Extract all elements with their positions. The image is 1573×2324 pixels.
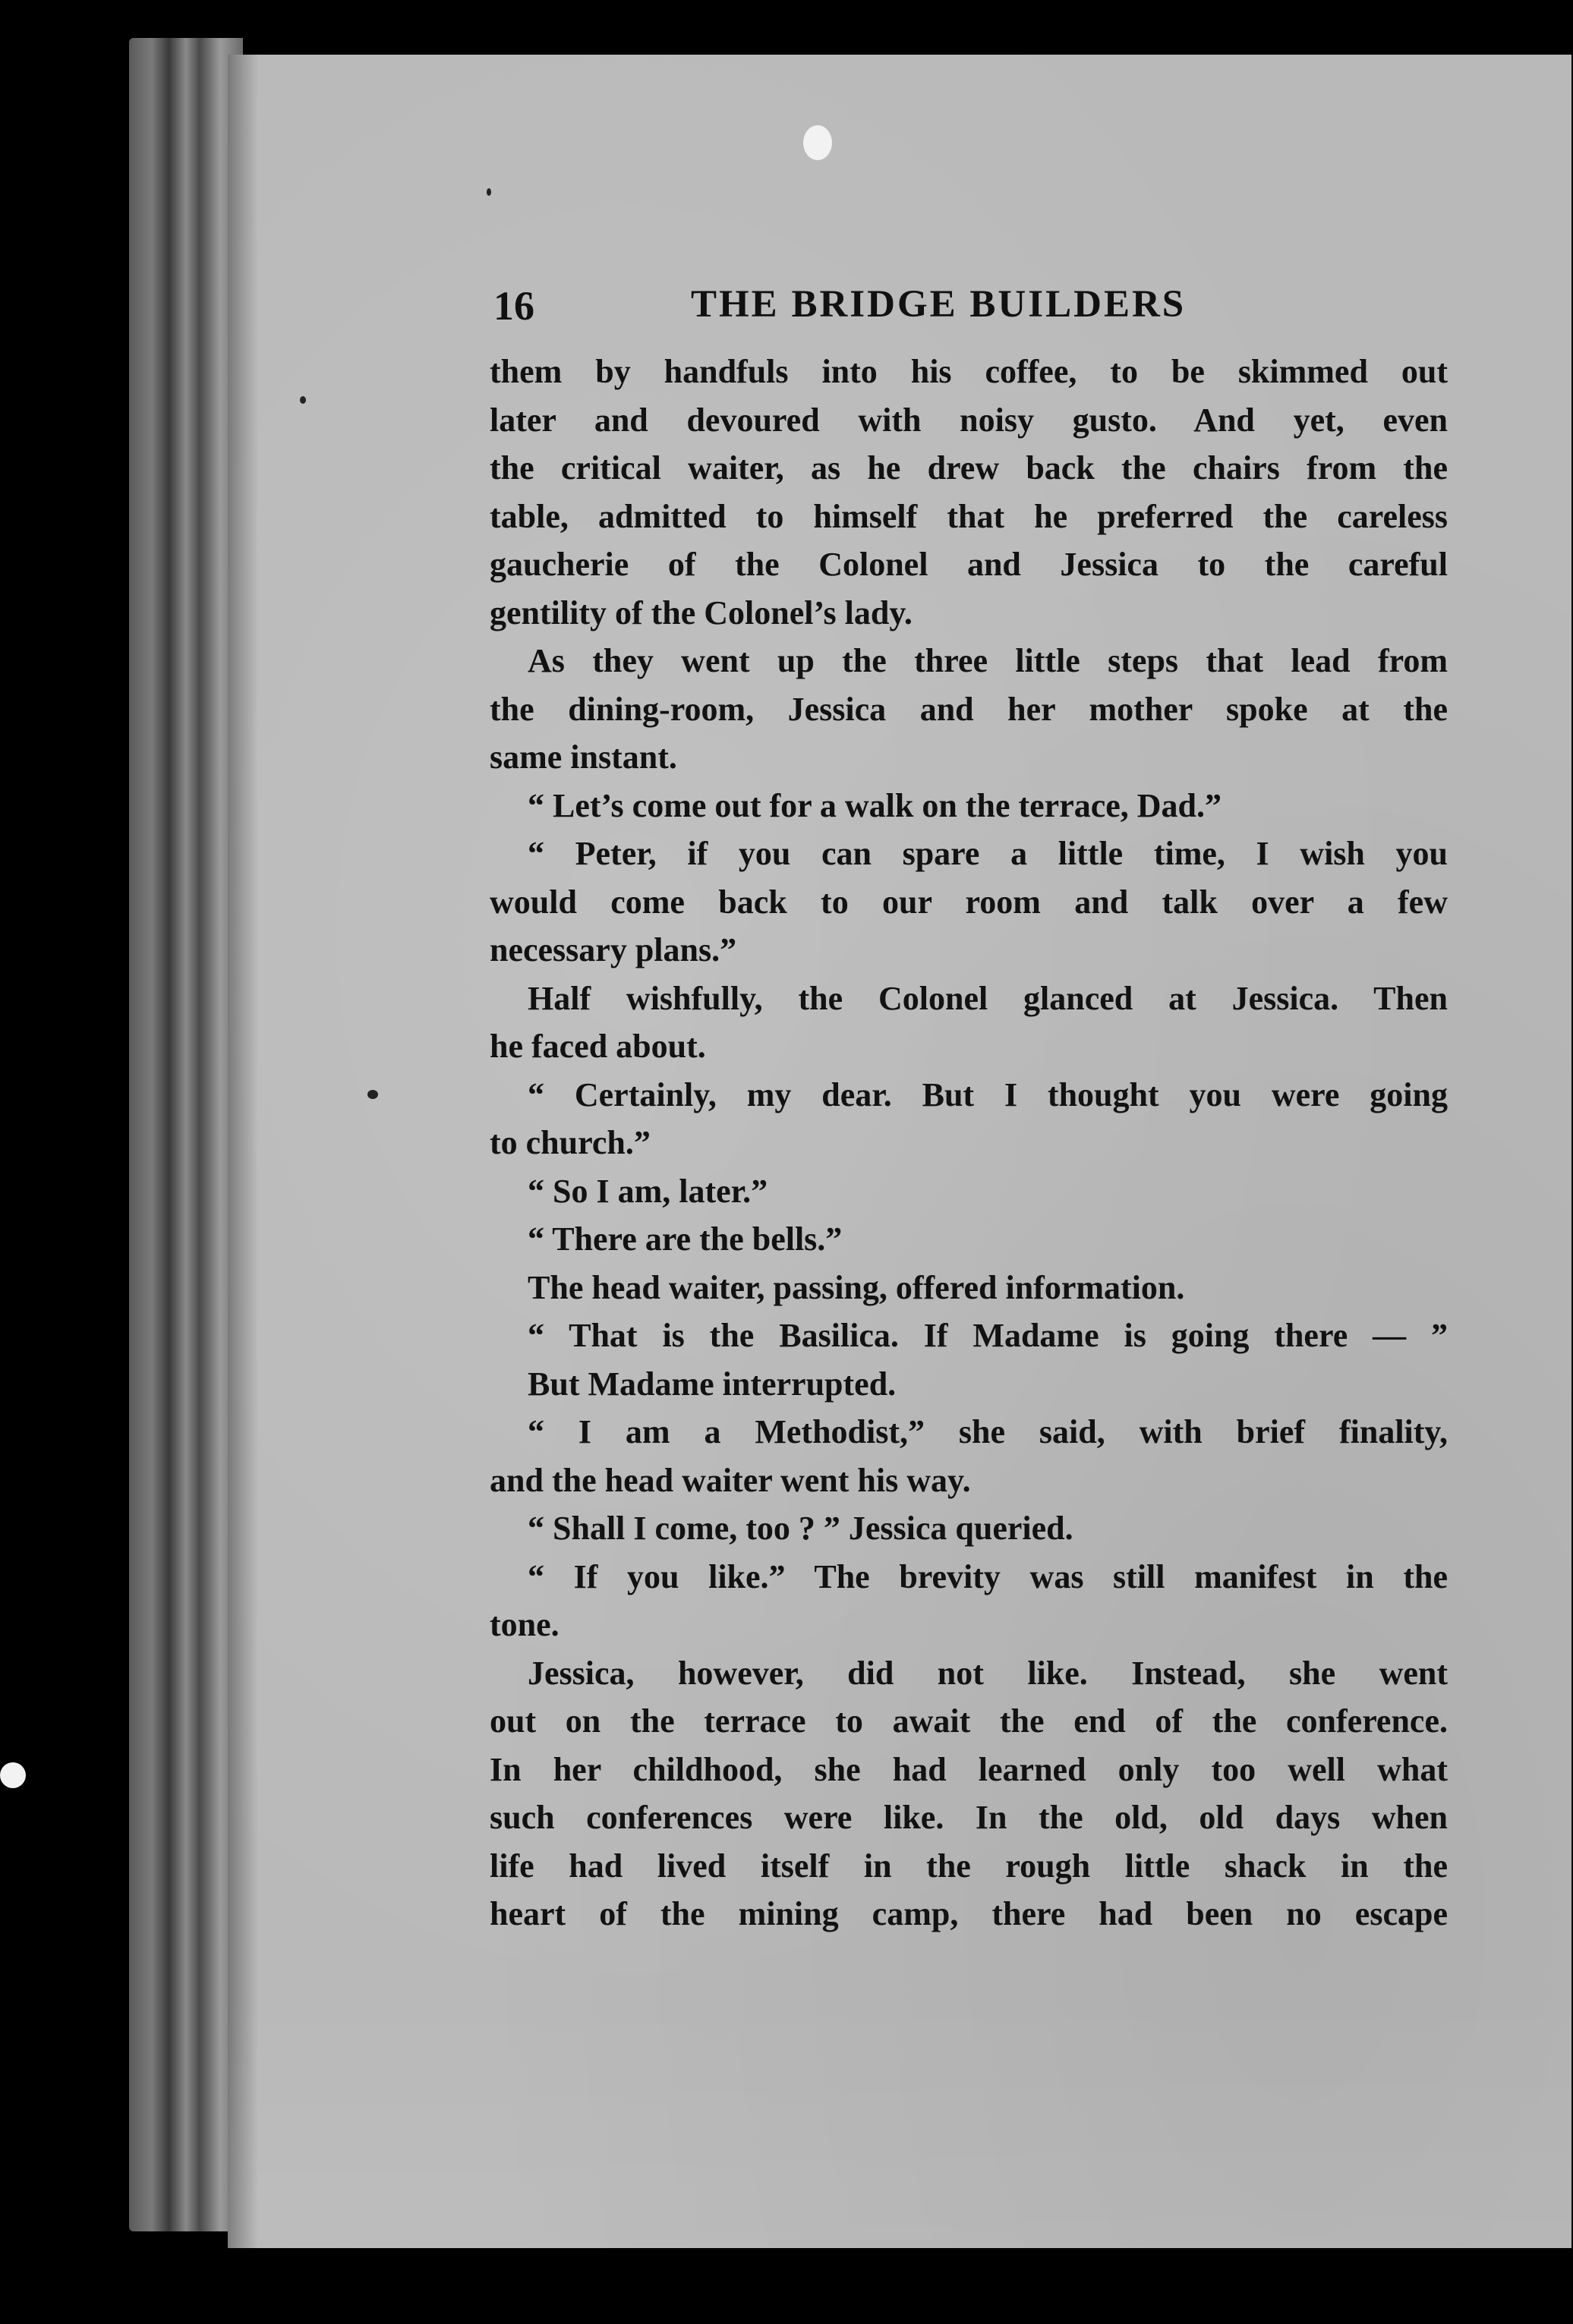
text-line: In her childhood, she had learned only too well what — [490, 1750, 1448, 1788]
text-line: Half wishfully, the Colonel glanced at Jessica. Then — [528, 979, 1448, 1017]
page-number: 16 — [493, 283, 534, 329]
text-line: “ I am a Methodist,” she said, with brief finality, — [528, 1413, 1448, 1450]
ink-speck — [367, 1090, 378, 1099]
running-title: THE BRIDGE BUILDERS — [691, 283, 1187, 326]
text-line: “ Shall I come, too ? ” Jessica queried. — [528, 1510, 1073, 1547]
text-line: to church.” — [490, 1124, 651, 1161]
text-line: the critical waiter, as he drew back the chairs from the — [490, 449, 1448, 487]
dust-speck — [803, 125, 832, 160]
text-line: same instant. — [490, 738, 677, 776]
page-glare — [228, 1989, 1571, 2248]
text-line: “ If you like.” The brevity was still manifest in the — [528, 1557, 1448, 1595]
text-line: As they went up the three little steps that lead from — [528, 642, 1448, 679]
dust-speck — [0, 1762, 26, 1788]
text-line: such conferences were like. In the old, old days when — [490, 1799, 1448, 1836]
text-line: out on the terrace to await the end of the conference. — [490, 1702, 1448, 1740]
book-edge — [129, 38, 243, 2231]
text-line: tone. — [490, 1606, 560, 1643]
text-line: “ Let’s come out for a walk on the terrace, Dad.” — [528, 786, 1222, 824]
ink-speck — [487, 188, 491, 196]
text-line: would come back to our room and talk over a few — [490, 883, 1448, 921]
ink-speck — [300, 396, 306, 404]
text-line: “ Peter, if you can spare a little time, I wish you — [528, 835, 1448, 872]
text-line: life had lived itself in the rough little shack in the — [490, 1847, 1448, 1885]
text-line: them by handfuls into his coffee, to be skimmed out — [490, 353, 1448, 390]
text-line: “ So I am, later.” — [528, 1172, 768, 1210]
text-line: and the head waiter went his way. — [490, 1461, 971, 1499]
text-line: the dining-room, Jessica and her mother spoke at the — [490, 690, 1448, 728]
text-line: Jessica, however, did not like. Instead, she went — [528, 1654, 1448, 1692]
text-line: But Madame interrupted. — [528, 1365, 897, 1403]
text-line: heart of the mining camp, there had been no escape — [490, 1895, 1448, 1932]
text-line: “ Certainly, my dear. But I thought you were going — [528, 1075, 1448, 1113]
text-line: he faced about. — [490, 1028, 706, 1065]
page-header — [493, 282, 1442, 335]
text-line: gaucherie of the Colonel and Jessica to the careful — [490, 546, 1448, 583]
text-line: “ There are the bells.” — [528, 1220, 843, 1258]
gutter-shadow — [228, 55, 258, 2248]
text-line: table, admitted to himself that he preferred the careless — [490, 497, 1448, 535]
text-line: “ That is the Basilica. If Madame is going there — ” — [528, 1317, 1448, 1354]
text-line: gentility of the Colonel’s lady. — [490, 594, 913, 631]
text-line: later and devoured with noisy gusto. And yet, even — [490, 401, 1448, 439]
body-text — [490, 348, 1448, 1938]
text-line: The head waiter, passing, offered information. — [528, 1268, 1185, 1306]
text-line: necessary plans.” — [490, 931, 737, 968]
